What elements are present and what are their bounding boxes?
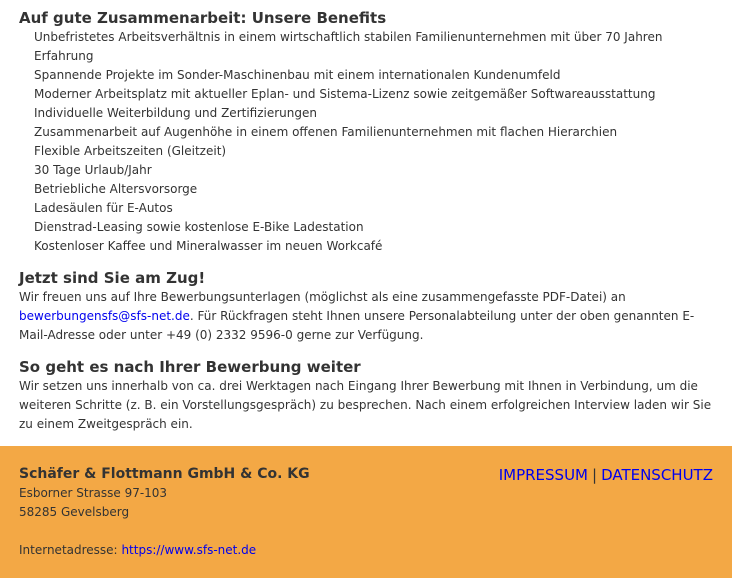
list-item: Zusammenarbeit auf Augenhöhe in einem offenen Familienunternehmen mit flachen Hierarchien (34, 125, 618, 139)
impressum-link[interactable]: IMPRESSUM (498, 466, 588, 484)
company-city: 58285 Gevelsberg (19, 505, 130, 519)
benefits-heading: Auf gute Zusammenarbeit: Unsere Benefits (19, 9, 387, 27)
next-steps-section (19, 358, 713, 434)
benefits-list (19, 28, 713, 256)
footer-links (499, 466, 713, 485)
footer (0, 446, 732, 578)
next-steps-text: Wir setzen uns innerhalb von ca. drei Werktagen nach Eingang Ihrer Bewerbung mit Ihnen in Verbindung, um die weiteren Schritte (z. B. ein Vorstellungsgespräch) zu besprechen. Nach einem erfolgreichen Interview laden wir Sie zu einem Zweitgespräch ein. (19, 379, 712, 431)
website-label: Internetadresse: (19, 543, 118, 557)
datenschutz-link[interactable]: DATENSCHUTZ (601, 466, 713, 484)
company-name: Schäfer & Flottmann GmbH & Co. KG (19, 466, 310, 482)
list-item: Individuelle Weiterbildung und Zertifizierungen (34, 106, 317, 120)
list-item: Spannende Projekte im Sonder-Maschinenbau mit einem internationalen Kundenumfeld (34, 68, 561, 82)
apply-text-before: Wir freuen uns auf Ihre Bewerbungsunterlagen (möglichst als eine zusammengefasste PDF-Datei) an (19, 290, 626, 304)
list-item: Moderner Arbeitsplatz mit aktueller Eplan- und Sistema-Lizenz sowie zeitgemäßer Softwareausstattung (34, 87, 656, 101)
list-item: Flexible Arbeitszeiten (Gleitzeit) (34, 144, 227, 158)
apply-text-after: . Für Rückfragen steht Ihnen unsere Personalabteilung unter der oben genannten E-Mail-Adresse oder unter +49 (0) 2332 9596-0 gerne zur Verfügung. (19, 309, 695, 342)
list-item: Unbefristetes Arbeitsverhältnis in einem wirtschaftlich stabilen Familienunternehmen mit über 70 Jahren Erfahrung (34, 30, 663, 63)
list-item: Kostenloser Kaffee und Mineralwasser im neuen Workcafé (34, 239, 383, 253)
website-line (19, 541, 713, 560)
list-item: Dienstrad-Leasing sowie kostenlose E-Bike Ladestation (34, 220, 364, 234)
next-steps-heading: So geht es nach Ihrer Bewerbung weiter (19, 358, 361, 376)
apply-text (19, 288, 713, 345)
company-street: Esborner Strasse 97-103 (19, 486, 168, 500)
apply-heading: Jetzt sind Sie am Zug! (19, 269, 206, 287)
application-email-link[interactable]: bewerbungensfs@sfs-net.de (19, 309, 190, 323)
footer-link-separator: | (592, 466, 598, 484)
website-link[interactable]: https://www.sfs-net.de (121, 543, 257, 557)
list-item: Ladesäulen für E-Autos (34, 201, 173, 215)
list-item: Betriebliche Altersvorsorge (34, 182, 198, 196)
apply-section (19, 269, 713, 345)
list-item: 30 Tage Urlaub/Jahr (34, 163, 152, 177)
